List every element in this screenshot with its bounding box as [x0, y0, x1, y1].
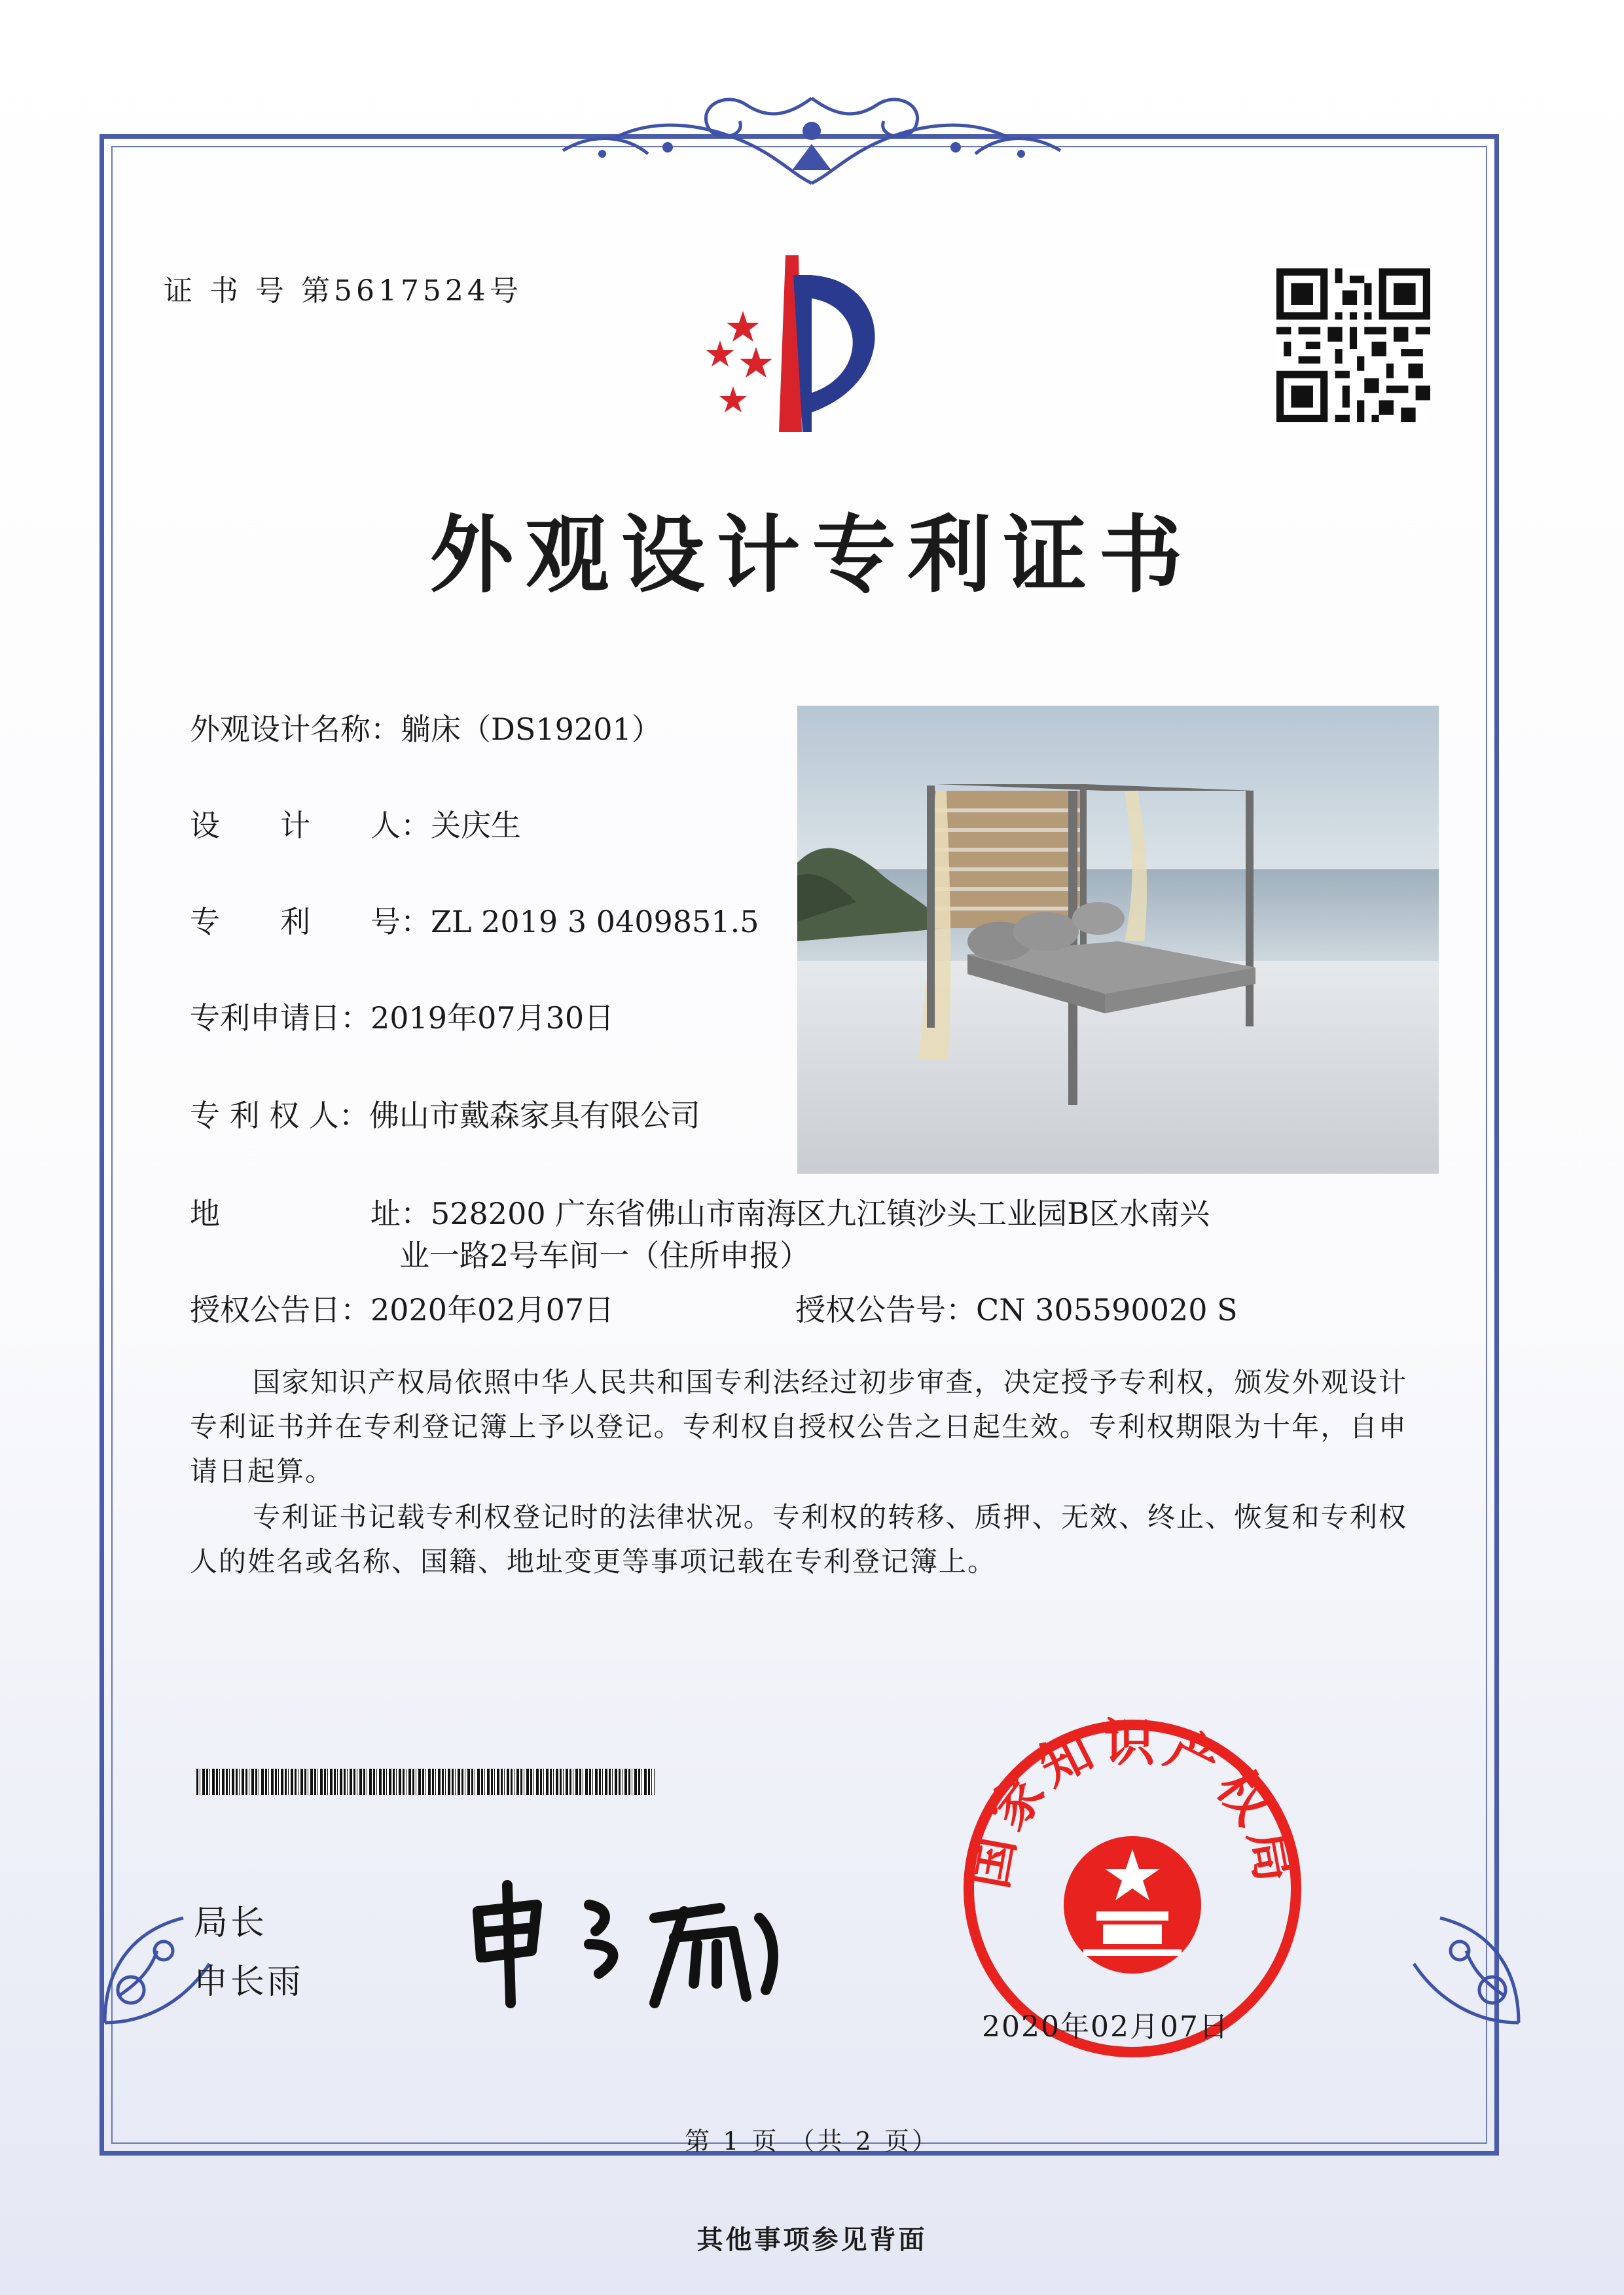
patent-no-value: ZL 2019 3 0409851.5 — [431, 904, 759, 939]
patentee-row — [190, 1092, 700, 1135]
filing-date-row — [190, 994, 614, 1038]
signature-title: 局长 — [194, 1904, 268, 1943]
designer-value: 关庆生 — [431, 808, 521, 843]
body-paragraph-2: 专利证书记载专利权登记时的法律状况。专利权的转移、质押、无效、终止、恢复和专利权人的姓名或名称、国籍、地址变更等事项记载在专利登记簿上。 — [190, 1501, 1407, 1578]
patentee-value: 佛山市戴森家具有限公司 — [369, 1098, 700, 1133]
grant-date-row — [190, 1286, 614, 1329]
ornament-corner-icon — [1388, 1892, 1532, 2036]
ornament-top-icon — [537, 92, 1087, 190]
design-name-row — [190, 706, 662, 749]
address-row — [190, 1190, 1210, 1233]
address-line2: 业一路2号车间一（住所申报） — [399, 1238, 810, 1273]
grant-no-row — [795, 1286, 1238, 1329]
footer-note: 其他事项参见背面 — [696, 2224, 928, 2255]
grant-no-label: 授权公告号： — [795, 1292, 976, 1328]
product-photo — [797, 706, 1439, 1174]
design-name-value: 躺床（DS19201） — [401, 712, 662, 747]
designer-row — [190, 802, 521, 845]
cnipa-logo-icon — [681, 249, 929, 445]
handwritten-signature — [458, 1859, 812, 2016]
patent-no-label: 专 利 号： — [190, 904, 431, 939]
body-paragraph-1: 国家知识产权局依照中华人民共和国专利法经过初步审查，决定授予专利权，颁发外观设计专利证书并在专利登记簿上予以登记。专利权自授权公告之日起生效。专利权期限为十年，自申请日起算。 — [190, 1366, 1407, 1487]
filing-date-value: 2019年07月30日 — [370, 1000, 615, 1036]
patent-no-row — [190, 898, 759, 941]
patentee-label: 专 利 权 人： — [190, 1098, 369, 1133]
seal-text: 国家知识产权局 — [959, 1714, 1306, 1893]
designer-label: 设 计 人： — [190, 808, 431, 843]
qr-code-icon — [1276, 268, 1430, 422]
grant-date-value: 2020年02月07日 — [370, 1292, 615, 1328]
filing-date-label: 专利申请日： — [190, 1000, 370, 1036]
barcode — [196, 1769, 655, 1795]
design-name-label: 外观设计名称： — [190, 712, 401, 747]
grant-no-value: CN 305590020 S — [976, 1292, 1238, 1328]
signature-name: 申长雨 — [194, 1962, 304, 2002]
page-title: 外观设计专利证书 — [429, 507, 1195, 604]
address-line1: 528200 广东省佛山市南海区九江镇沙头工业园B区水南兴 — [431, 1196, 1210, 1231]
grant-date-label: 授权公告日： — [190, 1292, 370, 1328]
seal-date: 2020年02月07日 — [982, 2010, 1229, 2044]
certificate-number: 证 书 号 第5617524号 — [164, 274, 522, 308]
address-label: 地 址： — [190, 1196, 431, 1231]
page-number: 第 1 页 （共 2 页） — [685, 2127, 939, 2156]
